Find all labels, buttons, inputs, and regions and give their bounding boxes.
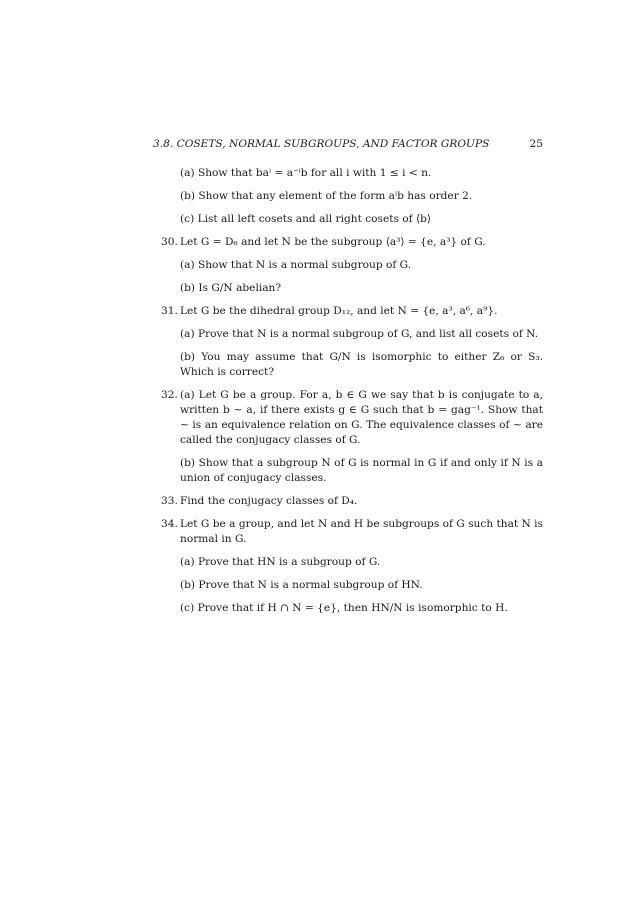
problem-number: 30.	[161, 236, 178, 248]
problem-part: (b) Is G/N abelian?	[180, 282, 282, 294]
continued-part-b: (b) Show that any element of the form aⁱb has order 2.	[180, 190, 473, 202]
problem-text: Let G be the dihedral group D₁₂, and let N = {e, a³, a⁶, a⁹}.	[180, 305, 498, 317]
section-title: 3.8. COSETS, NORMAL SUBGROUPS, AND FACTOR GROUPS	[153, 138, 490, 150]
problem-30	[163, 235, 543, 296]
problem-part: (b) Prove that N is a normal subgroup of HN.	[180, 579, 423, 591]
continued-part-a: (a) Show that baⁱ = a⁻ⁱb for all i with 1 ≤ i < n.	[180, 167, 432, 179]
problem-number: 33.	[161, 495, 178, 507]
problem-text: Find the conjugacy classes of D₄.	[180, 495, 358, 507]
problem-part: (a) Show that N is a normal subgroup of G.	[180, 259, 412, 271]
problem-text: Let G be a group, and let N and H be subgroups of G such that N is normal in G.	[180, 518, 543, 545]
problem-part: (a) Prove that N is a normal subgroup of G, and list all cosets of N.	[180, 328, 539, 340]
problem-number: 32.	[161, 389, 178, 401]
problem-number: 34.	[161, 518, 178, 530]
problem-text: Let G = D₆ and let N be the subgroup ⟨a³⟩ = {e, a³} of G.	[180, 236, 486, 248]
problem-text: (a) Let G be a group. For a, b ∈ G we say that b is conjugate to a, written b ∼ a, if there exists g ∈ G such that b = gag⁻¹. Show that ∼ is an equivalence relation on G. The equivalence classes of ∼ are called the conjugacy classes of G.	[180, 389, 543, 446]
problem-32	[163, 388, 543, 486]
problem-number: 31.	[161, 305, 178, 317]
continued-part-c: (c) List all left cosets and all right cosets of ⟨b⟩	[180, 213, 432, 225]
problem-33	[163, 494, 543, 509]
problem-part: (a) Prove that HN is a subgroup of G.	[180, 556, 381, 568]
running-header	[153, 137, 543, 152]
problem-31	[163, 304, 543, 380]
problem-34	[163, 517, 543, 616]
exercise-list	[163, 166, 543, 624]
page-number: 25	[529, 138, 543, 150]
problem-part: (b) You may assume that G/N is isomorphic to either Z₆ or S₃. Which is correct?	[180, 351, 543, 378]
problem-part: (b) Show that a subgroup N of G is normal in G if and only if N is a union of conjugacy classes.	[180, 457, 543, 484]
problem-part: (c) Prove that if H ∩ N = {e}, then HN/N is isomorphic to H.	[180, 602, 508, 614]
